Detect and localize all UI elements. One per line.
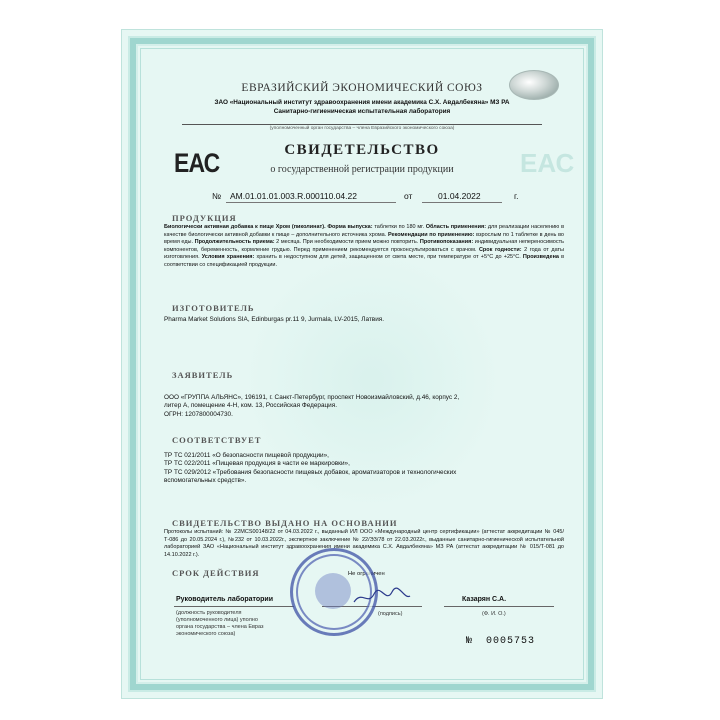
conformity-line-2: ТР ТС 022/2011 «Пищевая продукция в части ее маркировки», — [164, 460, 350, 468]
applicant-line-1: ООО «ГРУППА АЛЬЯНС», 196191, г. Санкт-Петербург, проспект Новоизмайловский, д.46, корпус 2, — [164, 394, 460, 401]
role-underline — [174, 606, 294, 607]
text-produced: в соответствии со спецификацией продукции. — [164, 254, 564, 268]
conformity-line-1: ТР ТС 021/2011 «О безопасности пищевой продукции», — [164, 452, 329, 459]
applicant-text — [164, 394, 564, 419]
institute-line-2: Санитарно-гигиеническая испытательная лаборатория — [273, 108, 451, 115]
document-title: СВИДЕТЕЛЬСТВО — [284, 142, 440, 158]
registration-number: AM.01.01.01.003.R.000110.04.22 — [230, 191, 357, 201]
text-shelf-life: 2 года от даты изготовления. — [164, 246, 564, 261]
eac-logo: ЕАС — [174, 148, 220, 178]
signatory-name: Казарян С.А. — [462, 596, 507, 603]
sign-caption: (подпись) — [378, 611, 403, 617]
serial-number: 0005753 — [486, 636, 536, 647]
validity-heading: СРОК ДЕЙСТВИЯ — [172, 568, 260, 578]
document-subtitle: о государственной регистрации продукции — [270, 164, 454, 175]
stamp-emblem-icon — [315, 573, 351, 609]
label-contraindications: Противопоказания: — [419, 239, 474, 246]
text-usage: взрослым по 1 таблетке в день во время еды. — [164, 231, 564, 246]
institute-note: (уполномоченный орган государства – члена Евразийского экономического союза) — [269, 126, 455, 131]
text-application: для реализации населению в качестве биологически активной добавки к пище – дополнительного источника хрома. — [164, 224, 564, 238]
product-heading: ПРОДУКЦИЯ — [172, 213, 237, 223]
applicant-line-3: ОГРН: 1207800004730. — [164, 410, 233, 418]
manufacturer-text: Pharma Market Solutions SIA, Edinburgas pr.11 9, Jurmala, LV-2015, Латвия. — [164, 316, 385, 323]
name-underline — [444, 606, 554, 607]
role-caption-2: (уполномоченного лица) уполно — [176, 617, 258, 623]
divider — [182, 124, 542, 125]
product-form: таблетки по 180 мг. — [372, 224, 426, 230]
label-produced: Произведена — [522, 254, 559, 261]
eac-watermark: ЕАС — [520, 148, 575, 178]
institute-block — [152, 98, 572, 116]
applicant-heading: ЗАЯВИТЕЛЬ — [172, 370, 234, 380]
label-application: Область применения: — [425, 224, 487, 230]
label-usage: Рекомендации по применению: — [387, 231, 475, 238]
institute-line-1: ЗАО «Национальный институт здравоохранения имени академика С.Х. Авдалбекяна» МЗ РА — [214, 99, 510, 106]
signatory-role: Руководитель лаборатории — [176, 596, 274, 603]
product-name: Биологически активная добавка к пище Хром (пиколинат). Форма выпуска: — [164, 224, 373, 230]
date-underline — [422, 202, 502, 203]
number-underline — [226, 202, 396, 203]
conformity-line-3: ТР ТС 029/2012 «Требования безопасности пищевых добавок, ароматизаторов и технологических — [164, 468, 457, 476]
name-caption: (Ф. И. О.) — [482, 611, 506, 617]
hologram-icon — [509, 70, 559, 100]
date-label: от — [404, 191, 413, 201]
text-storage: хранить в недоступном для детей, защищенном от света месте, при температуре от +5°С до +25°С. — [254, 254, 523, 261]
certificate-sheet — [122, 30, 602, 698]
union-title: ЕВРАЗИЙСКИЙ ЭКОНОМИЧЕСКИЙ СОЮЗ — [241, 82, 483, 94]
role-caption-1: (должность руководителя — [176, 610, 242, 616]
applicant-line-2: литер А, помещение 4-Н, ком. 13, Российская Федерация. — [164, 402, 337, 410]
basis-heading: СВИДЕТЕЛЬСТВО ВЫДАНО НА ОСНОВАНИИ — [172, 518, 398, 528]
conformity-heading: СООТВЕТСТВУЕТ — [172, 435, 262, 445]
serial-label: № — [466, 636, 474, 647]
year-suffix: г. — [514, 191, 519, 201]
role-caption-4: экономического союза) — [176, 631, 236, 637]
label-duration: Продолжительность приема: — [194, 239, 275, 246]
product-description — [164, 224, 564, 270]
basis-text: Протоколы испытаний: № 22MCS00148/22 от 04.03.2022 г., выданный ИЛ ООО «Международный центр сертификации» (аттестат аккредитации № 045/Т-086 до 20.05.2024 г.), №232 от 10.03.2022г., экспертное заключение № 22/ЭЗ/78 от 22.03.2022г., выданные санитарно-гигиенической испытательной лабораторией ЗАО «Национальный институт здравоохранения имени академика С.Х. Авдалбекяна» МЗ РА (аттестат аккредитации № 015/Т-081 до 14.10.2022 г.). — [164, 529, 564, 558]
conformity-text — [164, 452, 564, 486]
manufacturer-heading: ИЗГОТОВИТЕЛЬ — [172, 303, 255, 313]
role-caption — [176, 610, 264, 638]
label-storage: Условия хранения: — [201, 254, 255, 261]
validity-value: Не ограничен — [348, 571, 385, 577]
registration-date: 01.04.2022 — [438, 191, 481, 201]
label-shelf-life: Срок годности: — [478, 246, 522, 253]
signature-icon — [352, 586, 412, 608]
conformity-line-4: вспомогательных средств». — [164, 477, 247, 485]
role-caption-3: органа государства – члена Евраз — [176, 624, 264, 630]
number-label: № — [212, 191, 222, 201]
text-duration: 2 месяца. При необходимости прием можно повторить. — [274, 239, 420, 246]
text-contraindications: индивидуальная непереносимость компонентов, беременность, кормление грудью. Перед применением рекомендуется проконсультироваться с врачом. — [164, 239, 564, 253]
